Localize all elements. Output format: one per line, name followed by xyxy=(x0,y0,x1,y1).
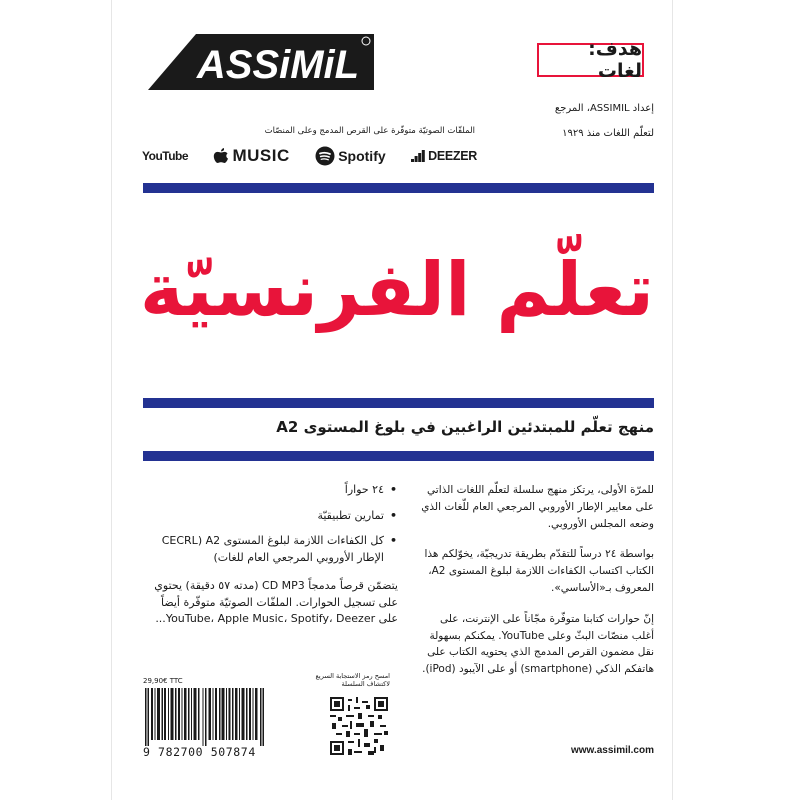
barcode xyxy=(143,688,267,746)
description-paragraph: بواسطة ٢٤ درساً للتقدّم بطريقة تدريجيّة، يخوّلكم هذا الكتاب اكتساب الكفاءات اللازمة لبلوغ المستوى A2، المعروف بـ«الأساسي». xyxy=(424,548,654,594)
prepared-by-text: إعداد ASSIMIL، المرجع xyxy=(554,103,654,114)
qr-scan-note: امسح رمز الاستجابة السريع لاكتشاف السلسلة xyxy=(315,672,390,689)
audio-availability-note: الملفّات الصوتيّة متوفّرة على القرص المدمج وعلى المنصّات xyxy=(264,126,475,136)
youtube-logo: YouTube xyxy=(142,149,189,163)
deezer-icon xyxy=(411,150,425,162)
description-column xyxy=(416,482,654,692)
qr-code[interactable] xyxy=(330,697,388,755)
features-column xyxy=(143,482,398,628)
cd-description: يتضمّن قرصاً مدمجاً CD MP3 (مدته ٥٧ دقيقة) يحتوي على تسجيل الحوارات. الملفّات الصوتيّة متوفّرة أيضاً على YouTube، Apple Music، Spotify، Deezer... xyxy=(154,579,398,625)
middle-blue-bar xyxy=(143,398,654,408)
apple-icon xyxy=(213,147,229,165)
price-label: 29,90€ TTC xyxy=(143,677,183,685)
book-title: تعلّم الفرنسيّة xyxy=(139,247,654,333)
apple-music-logo: MUSIC xyxy=(213,146,289,166)
since-text: لتعلّم اللغات منذ ١٩٢٩ xyxy=(562,128,654,139)
website-url[interactable]: www.assimil.com xyxy=(571,745,654,756)
description-paragraph: للمرّة الأولى، يرتكز منهج سلسلة لتعلّم اللغات الذاتي على معايير الإطار الأوروبي المرجعي العام للّغات الذي وضعه المجلس الأوروبي. xyxy=(421,484,654,530)
feature-item: • تمارين تطبيقيّة xyxy=(143,508,384,525)
goal-languages-badge: هدف: لغات xyxy=(537,43,644,77)
spotify-icon xyxy=(315,146,335,166)
book-subtitle: منهج تعلّم للمبتدئين الراغبين في بلوغ المستوى A2 xyxy=(276,418,654,436)
bottom-blue-bar xyxy=(143,451,654,461)
spotify-logo: Spotify xyxy=(315,146,385,166)
deezer-logo: DEEZER xyxy=(411,149,477,163)
top-blue-bar xyxy=(143,183,654,193)
platform-logos xyxy=(142,143,477,169)
features-list xyxy=(143,482,398,566)
assimil-logo xyxy=(142,28,378,98)
svg-text:ASSiMiL: ASSiMiL xyxy=(196,43,360,87)
description-paragraph: إنّ حوارات كتابنا متوفّرة مجّاناً على الإنترنت، على أغلب منصّات البثّ وعلى YouTube. يمكنكم بسهولة نقل مضمون القرص المدمج الذي يحتويه الكتاب على هاتفكم الذكي (smartphone) أو على الآيبود (iPod). xyxy=(422,612,654,676)
feature-item: • ٢٤ حواراً xyxy=(143,482,384,499)
barcode-digits: 9 782700 507874 xyxy=(143,745,256,759)
feature-item: • كل الكفاءات اللازمة لبلوغ المستوى A2 (CECRL الإطار الأوروبي المرجعي العام للغات) xyxy=(143,533,384,566)
